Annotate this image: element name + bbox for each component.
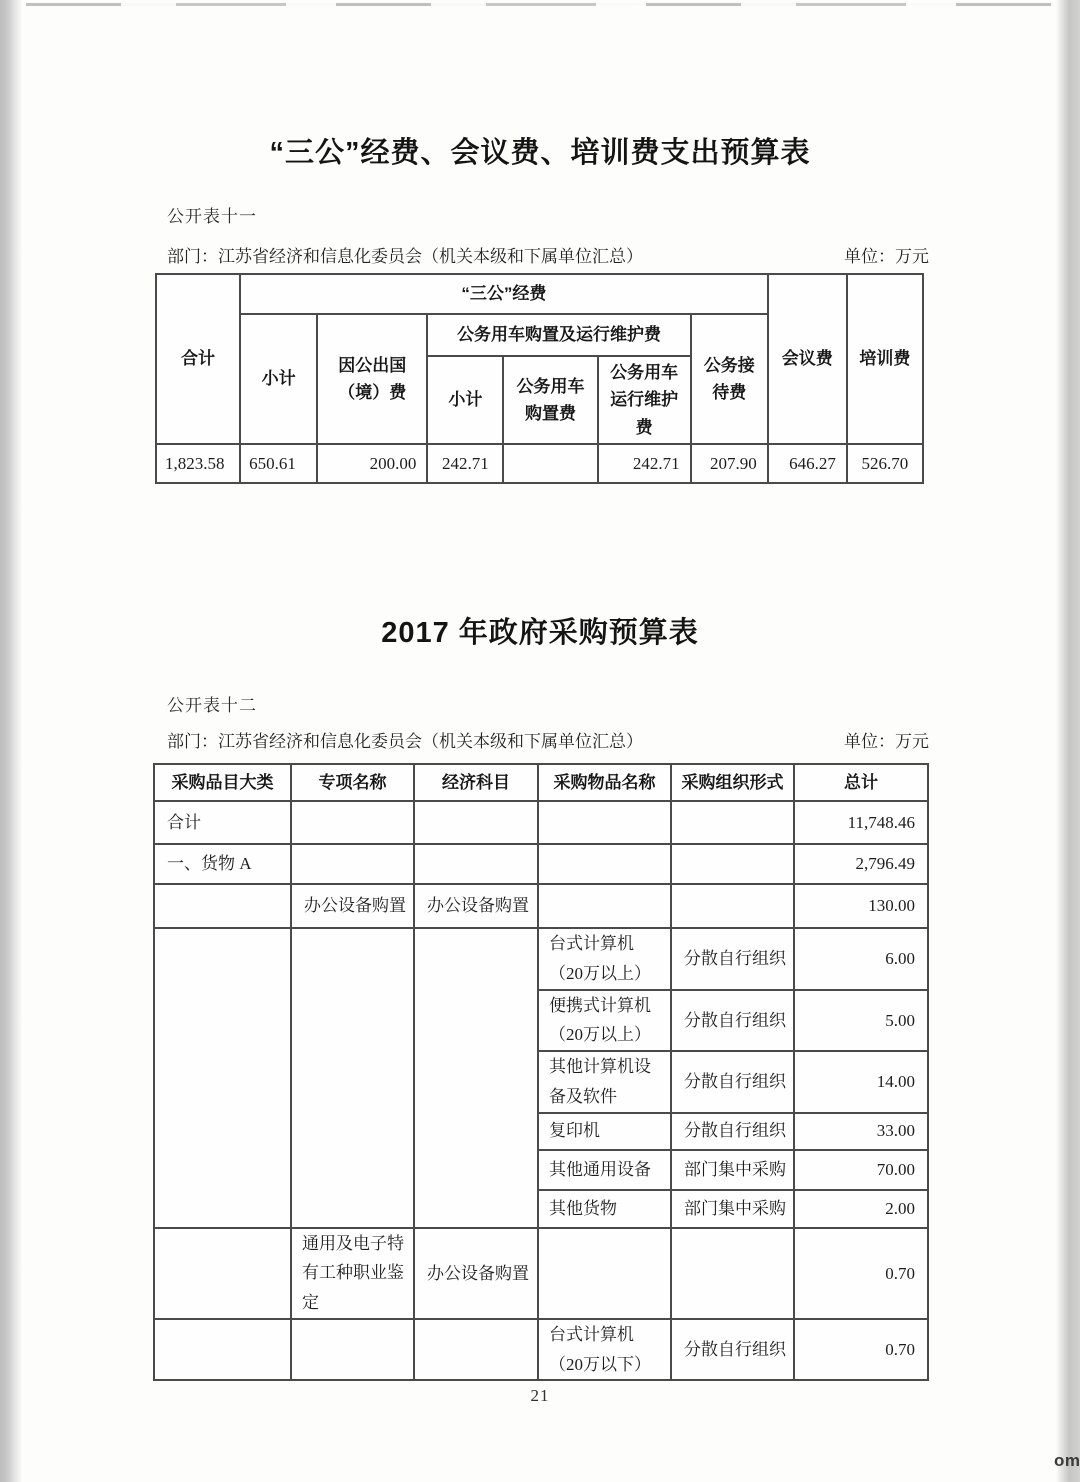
table-cell-org-form: 分散自行组织: [671, 1051, 794, 1113]
table-cell-item: [538, 1228, 671, 1319]
table-cell-total: 1,823.58: [156, 444, 240, 483]
table-cell-item: [538, 801, 671, 844]
table-cell-item: [538, 844, 671, 884]
table-cell-project: [291, 844, 414, 884]
column-header-meeting: 会议费: [768, 274, 847, 444]
table-cell-project: 办公设备购置: [291, 884, 414, 928]
table-cell-item: 复印机: [538, 1113, 671, 1150]
table-cell-total: 11,748.46: [794, 801, 928, 844]
table-cell-item: 其他货物: [538, 1190, 671, 1228]
table-cell-category-merged: [154, 928, 291, 1228]
section1-unit-label: 单位：万元: [844, 247, 929, 266]
table-cell-subtotal: 650.61: [240, 444, 317, 483]
table-cell-org-form: 分散自行组织: [671, 1319, 794, 1381]
table-cell-item: 台式计算机（20万以下）: [538, 1319, 671, 1381]
table-cell-org-form: [671, 844, 794, 884]
column-header-project: 专项名称: [291, 764, 414, 801]
scan-top-line: [26, 3, 1054, 6]
table-cell-subject: [414, 844, 538, 884]
section1-department-label: 部门：江苏省经济和信息化委员会（机关本级和下属单位汇总）: [167, 247, 643, 266]
table-cell-org-form: [671, 801, 794, 844]
table-cell-vehicle-purchase: [503, 444, 597, 483]
table-cell-total: 130.00: [794, 884, 928, 928]
table-cell-total: 14.00: [794, 1051, 928, 1113]
table-cell-total: 5.00: [794, 990, 928, 1052]
watermark-fragment: om: [1054, 1451, 1080, 1470]
table-cell-total: 2.00: [794, 1190, 928, 1228]
section2-title: 2017 年政府采购预算表: [381, 617, 699, 649]
section2-sheet-label: 公开表十二: [167, 696, 257, 715]
sangong-budget-table: [155, 273, 924, 484]
table-row: [154, 1319, 928, 1381]
table-cell-category: [154, 1319, 291, 1381]
table-cell-total: 0.70: [794, 1319, 928, 1381]
table-cell-org-form: 分散自行组织: [671, 928, 794, 990]
table-cell-total: 33.00: [794, 1113, 928, 1150]
table-row: [154, 884, 928, 928]
table-cell-org-form: 部门集中采购: [671, 1190, 794, 1228]
table-row: [154, 801, 928, 844]
column-header-grand-total: 总计: [794, 764, 928, 801]
column-header-sangong-group: “三公”经费: [240, 274, 768, 314]
column-header-abroad: 因公出国（境）费: [317, 314, 427, 444]
scan-edge-left: [0, 0, 22, 1482]
table-cell-subject: [414, 801, 538, 844]
column-header-training: 培训费: [847, 274, 923, 444]
table-row: [156, 444, 923, 483]
column-header-vehicle-purchase: 公务用车购置费: [503, 356, 597, 444]
table-cell-project-merged: [291, 928, 414, 1228]
table-cell-org-form: [671, 884, 794, 928]
column-header-vehicle-group: 公务用车购置及运行维护费: [427, 314, 690, 356]
table-cell-abroad: 200.00: [317, 444, 427, 483]
table-cell-subject: 办公设备购置: [414, 884, 538, 928]
table-cell-org-form: 部门集中采购: [671, 1150, 794, 1190]
table-cell-category: 一、货物 A: [154, 844, 291, 884]
column-header-subject: 经济科目: [414, 764, 538, 801]
table-cell-subject: 办公设备购置: [414, 1228, 538, 1319]
table-cell-item: 台式计算机（20万以上）: [538, 928, 671, 990]
table-cell-project: [291, 1319, 414, 1381]
table-cell-total: 2,796.49: [794, 844, 928, 884]
table-cell-item: [538, 884, 671, 928]
column-header-subtotal: 小计: [240, 314, 317, 444]
table-cell-vehicle-subtotal: 242.71: [427, 444, 503, 483]
scan-edge-right: [1056, 0, 1080, 1482]
table-row: [154, 844, 928, 884]
table-row: [154, 928, 928, 990]
table-row: [154, 1228, 928, 1319]
table-cell-subject: [414, 1319, 538, 1381]
section1-title: “三公”经费、会议费、培训费支出预算表: [269, 137, 811, 169]
table-cell-item: 其他计算机设备及软件: [538, 1051, 671, 1113]
table-cell-total: 0.70: [794, 1228, 928, 1319]
procurement-budget-table: [153, 763, 929, 1381]
section2-meta-row: [167, 727, 929, 752]
table-cell-training: 526.70: [847, 444, 923, 483]
table-cell-item: 便携式计算机（20万以上）: [538, 990, 671, 1052]
table-cell-project: 通用及电子特有工种职业鉴定: [291, 1228, 414, 1319]
column-header-item: 采购物品名称: [538, 764, 671, 801]
column-header-reception: 公务接待费: [691, 314, 768, 444]
table-cell-total: 70.00: [794, 1150, 928, 1190]
table-cell-org-form: 分散自行组织: [671, 990, 794, 1052]
table-cell-subject-merged: [414, 928, 538, 1228]
column-header-org-form: 采购组织形式: [671, 764, 794, 801]
table-cell-org-form: [671, 1228, 794, 1319]
section2-department-label: 部门：江苏省经济和信息化委员会（机关本级和下属单位汇总）: [167, 732, 643, 751]
column-header-vehicle-maintain: 公务用车运行维护费: [598, 356, 691, 444]
column-header-vehicle-subtotal: 小计: [427, 356, 503, 444]
table-cell-reception: 207.90: [691, 444, 768, 483]
column-header-total: 合计: [156, 274, 240, 444]
page-number: 21: [530, 1386, 550, 1405]
table-cell-project: [291, 801, 414, 844]
section1-sheet-label: 公开表十一: [167, 207, 257, 226]
column-header-category: 采购品目大类: [154, 764, 291, 801]
table-cell-category: 合计: [154, 801, 291, 844]
table-cell-vehicle-maintain: 242.71: [598, 444, 691, 483]
table-cell-item: 其他通用设备: [538, 1150, 671, 1190]
section1-meta-row: [167, 242, 929, 267]
table-cell-category: [154, 1228, 291, 1319]
section2-unit-label: 单位：万元: [844, 732, 929, 751]
table-cell-meeting: 646.27: [768, 444, 847, 483]
table-cell-org-form: 分散自行组织: [671, 1113, 794, 1150]
table-cell-category: [154, 884, 291, 928]
table-cell-total: 6.00: [794, 928, 928, 990]
